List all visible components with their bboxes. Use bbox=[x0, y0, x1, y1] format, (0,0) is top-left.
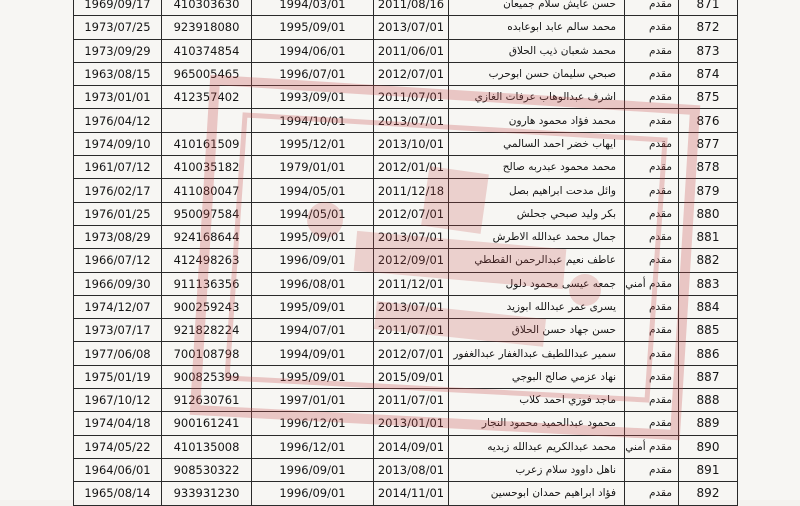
rank-cell: مقدم bbox=[625, 295, 679, 318]
join-date-cell: 1997/01/01 bbox=[252, 389, 374, 412]
join-date-cell: 1994/07/01 bbox=[252, 319, 374, 342]
join-date-cell: 1996/12/01 bbox=[252, 412, 374, 435]
promotion-date-cell: 2012/07/01 bbox=[374, 342, 449, 365]
promotion-date-cell: 2014/09/01 bbox=[374, 435, 449, 458]
row-number-cell: 883 bbox=[679, 272, 738, 295]
join-date-cell: 1996/09/01 bbox=[252, 249, 374, 272]
table-row bbox=[74, 412, 738, 435]
national-id-cell: 900259243 bbox=[162, 295, 252, 318]
row-number-cell: 890 bbox=[679, 435, 738, 458]
rank-cell: مقدم bbox=[625, 179, 679, 202]
national-id-cell: 412357402 bbox=[162, 86, 252, 109]
join-date-cell: 1995/09/01 bbox=[252, 295, 374, 318]
national-id-cell: 411080047 bbox=[162, 179, 252, 202]
name-cell: يسرى عمر عبدالله ابوزيد bbox=[449, 295, 625, 318]
join-date-cell: 1996/09/01 bbox=[252, 458, 374, 481]
row-number-cell: 888 bbox=[679, 389, 738, 412]
national-id-cell: 950097584 bbox=[162, 202, 252, 225]
join-date-cell: 1979/01/01 bbox=[252, 156, 374, 179]
row-number-cell: 882 bbox=[679, 249, 738, 272]
table-row bbox=[74, 16, 738, 39]
table-row bbox=[74, 132, 738, 155]
table-row bbox=[74, 458, 738, 481]
join-date-cell: 1995/09/01 bbox=[252, 16, 374, 39]
join-date-cell: 1996/08/01 bbox=[252, 272, 374, 295]
table-row bbox=[74, 39, 738, 62]
row-number-cell: 880 bbox=[679, 202, 738, 225]
join-date-cell: 1995/12/01 bbox=[252, 132, 374, 155]
promotion-date-cell: 2013/10/01 bbox=[374, 132, 449, 155]
birth-date-cell: 1975/01/19 bbox=[74, 365, 162, 388]
name-cell: محمد فؤاد محمود هارون bbox=[449, 109, 625, 132]
rank-cell: مقدم bbox=[625, 0, 679, 16]
birth-date-cell: 1964/06/01 bbox=[74, 458, 162, 481]
table-row bbox=[74, 342, 738, 365]
birth-date-cell: 1961/07/12 bbox=[74, 156, 162, 179]
table-row bbox=[74, 365, 738, 388]
national-id-cell: 900825399 bbox=[162, 365, 252, 388]
table-row bbox=[74, 319, 738, 342]
row-number-cell: 891 bbox=[679, 458, 738, 481]
table-row bbox=[74, 179, 738, 202]
rank-cell: مقدم bbox=[625, 132, 679, 155]
rank-cell: مقدم أمني bbox=[625, 272, 679, 295]
birth-date-cell: 1976/01/25 bbox=[74, 202, 162, 225]
table-body bbox=[74, 0, 738, 505]
join-date-cell: 1994/09/01 bbox=[252, 342, 374, 365]
join-date-cell: 1996/12/01 bbox=[252, 435, 374, 458]
rank-cell: مقدم bbox=[625, 342, 679, 365]
table-row bbox=[74, 272, 738, 295]
name-cell: بكر وليد صبحي جحلش bbox=[449, 202, 625, 225]
rank-cell: مقدم bbox=[625, 86, 679, 109]
national-id-cell: 923918080 bbox=[162, 16, 252, 39]
name-cell: جمعه عيسى محمود دلول bbox=[449, 272, 625, 295]
join-date-cell: 1994/05/01 bbox=[252, 179, 374, 202]
row-number-cell: 873 bbox=[679, 39, 738, 62]
row-number-cell: 881 bbox=[679, 225, 738, 248]
join-date-cell: 1995/09/01 bbox=[252, 225, 374, 248]
national-id-cell: 965005465 bbox=[162, 62, 252, 85]
name-cell: ماجد فوزي احمد كلاب bbox=[449, 389, 625, 412]
promotion-date-cell: 2012/07/01 bbox=[374, 62, 449, 85]
birth-date-cell: 1974/09/10 bbox=[74, 132, 162, 155]
join-date-cell: 1994/03/01 bbox=[252, 0, 374, 16]
promotion-date-cell: 2013/08/01 bbox=[374, 458, 449, 481]
birth-date-cell: 1973/01/01 bbox=[74, 86, 162, 109]
row-number-cell: 876 bbox=[679, 109, 738, 132]
rank-cell: مقدم bbox=[625, 39, 679, 62]
birth-date-cell: 1977/06/08 bbox=[74, 342, 162, 365]
birth-date-cell: 1974/12/07 bbox=[74, 295, 162, 318]
rank-cell: مقدم bbox=[625, 225, 679, 248]
row-number-cell: 878 bbox=[679, 156, 738, 179]
name-cell: محمد شعبان ذيب الحلاق bbox=[449, 39, 625, 62]
row-number-cell: 877 bbox=[679, 132, 738, 155]
promotion-date-cell: 2013/01/01 bbox=[374, 412, 449, 435]
rank-cell: مقدم bbox=[625, 16, 679, 39]
name-cell: جمال محمد عبدالله الاطرش bbox=[449, 225, 625, 248]
national-id-cell: 410135008 bbox=[162, 435, 252, 458]
personnel-table bbox=[73, 0, 738, 506]
birth-date-cell: 1966/07/12 bbox=[74, 249, 162, 272]
row-number-cell: 889 bbox=[679, 412, 738, 435]
table-row bbox=[74, 0, 738, 16]
birth-date-cell: 1967/10/12 bbox=[74, 389, 162, 412]
national-id-cell bbox=[162, 109, 252, 132]
birth-date-cell: 1974/04/18 bbox=[74, 412, 162, 435]
name-cell: محمد سالم عابد ابوعابده bbox=[449, 16, 625, 39]
rank-cell: مقدم bbox=[625, 389, 679, 412]
row-number-cell: 884 bbox=[679, 295, 738, 318]
rank-cell: مقدم bbox=[625, 458, 679, 481]
rank-cell: مقدم bbox=[625, 412, 679, 435]
join-date-cell: 1994/05/01 bbox=[252, 202, 374, 225]
birth-date-cell: 1974/05/22 bbox=[74, 435, 162, 458]
promotion-date-cell: 2013/07/01 bbox=[374, 109, 449, 132]
row-number-cell: 892 bbox=[679, 482, 738, 505]
promotion-date-cell: 2011/08/16 bbox=[374, 0, 449, 16]
name-cell: حسن عايش سلام جميعان bbox=[449, 0, 625, 16]
table-row bbox=[74, 86, 738, 109]
promotion-date-cell: 2011/07/01 bbox=[374, 319, 449, 342]
birth-date-cell: 1969/09/17 bbox=[74, 0, 162, 16]
join-date-cell: 1995/09/01 bbox=[252, 365, 374, 388]
national-id-cell: 410035182 bbox=[162, 156, 252, 179]
rank-cell: مقدم bbox=[625, 62, 679, 85]
birth-date-cell: 1966/09/30 bbox=[74, 272, 162, 295]
table-row bbox=[74, 202, 738, 225]
table-row bbox=[74, 482, 738, 505]
name-cell: صبحي سليمان حسن ابوحرب bbox=[449, 62, 625, 85]
national-id-cell: 410303630 bbox=[162, 0, 252, 16]
name-cell: حسن جهاد حسن الحلاق bbox=[449, 319, 625, 342]
row-number-cell: 879 bbox=[679, 179, 738, 202]
join-date-cell: 1994/06/01 bbox=[252, 39, 374, 62]
rank-cell: مقدم bbox=[625, 319, 679, 342]
promotion-date-cell: 2014/11/01 bbox=[374, 482, 449, 505]
national-id-cell: 912630761 bbox=[162, 389, 252, 412]
row-number-cell: 887 bbox=[679, 365, 738, 388]
row-number-cell: 871 bbox=[679, 0, 738, 16]
national-id-cell: 410161509 bbox=[162, 132, 252, 155]
row-number-cell: 875 bbox=[679, 86, 738, 109]
promotion-date-cell: 2013/07/01 bbox=[374, 225, 449, 248]
join-date-cell: 1993/09/01 bbox=[252, 86, 374, 109]
table-row bbox=[74, 109, 738, 132]
national-id-cell: 412498263 bbox=[162, 249, 252, 272]
national-id-cell: 900161241 bbox=[162, 412, 252, 435]
name-cell: فؤاد ابراهيم حمدان ابوحسين bbox=[449, 482, 625, 505]
promotion-date-cell: 2011/07/01 bbox=[374, 389, 449, 412]
national-id-cell: 933931230 bbox=[162, 482, 252, 505]
join-date-cell: 1996/09/01 bbox=[252, 482, 374, 505]
birth-date-cell: 1973/09/29 bbox=[74, 39, 162, 62]
name-cell: ايهاب خضر احمد السالمي bbox=[449, 132, 625, 155]
table-row bbox=[74, 156, 738, 179]
promotion-date-cell: 2011/06/01 bbox=[374, 39, 449, 62]
promotion-date-cell: 2011/12/01 bbox=[374, 272, 449, 295]
birth-date-cell: 1973/07/17 bbox=[74, 319, 162, 342]
row-number-cell: 872 bbox=[679, 16, 738, 39]
row-number-cell: 885 bbox=[679, 319, 738, 342]
row-number-cell: 874 bbox=[679, 62, 738, 85]
national-id-cell: 924168644 bbox=[162, 225, 252, 248]
rank-cell: مقدم أمني bbox=[625, 435, 679, 458]
name-cell: محمود عبدالحميد محمود النجار bbox=[449, 412, 625, 435]
rank-cell: مقدم bbox=[625, 109, 679, 132]
national-id-cell: 908530322 bbox=[162, 458, 252, 481]
name-cell: ناهل داوود سلام زعرب bbox=[449, 458, 625, 481]
birth-date-cell: 1973/07/25 bbox=[74, 16, 162, 39]
national-id-cell: 700108798 bbox=[162, 342, 252, 365]
rank-cell: مقدم bbox=[625, 365, 679, 388]
name-cell: اشرف عبدالوهاب عرفات الغازي bbox=[449, 86, 625, 109]
name-cell: عاطف نعيم عبدالرحمن القططي bbox=[449, 249, 625, 272]
birth-date-cell: 1973/08/29 bbox=[74, 225, 162, 248]
promotion-date-cell: 2012/07/01 bbox=[374, 202, 449, 225]
birth-date-cell: 1963/08/15 bbox=[74, 62, 162, 85]
national-id-cell: 921828224 bbox=[162, 319, 252, 342]
promotion-date-cell: 2011/07/01 bbox=[374, 86, 449, 109]
name-cell: محمد محمود عبدربه صالح bbox=[449, 156, 625, 179]
rank-cell: مقدم bbox=[625, 249, 679, 272]
name-cell: نهاد عزمي صالح البوجي bbox=[449, 365, 625, 388]
table-row bbox=[74, 389, 738, 412]
table-row bbox=[74, 435, 738, 458]
national-id-cell: 410374854 bbox=[162, 39, 252, 62]
promotion-date-cell: 2012/01/01 bbox=[374, 156, 449, 179]
promotion-date-cell: 2013/07/01 bbox=[374, 295, 449, 318]
name-cell: سمير عبداللطيف عبدالغفار عبدالغفور bbox=[449, 342, 625, 365]
national-id-cell: 911136356 bbox=[162, 272, 252, 295]
table-row bbox=[74, 295, 738, 318]
promotion-date-cell: 2015/09/01 bbox=[374, 365, 449, 388]
rank-cell: مقدم bbox=[625, 482, 679, 505]
promotion-date-cell: 2012/09/01 bbox=[374, 249, 449, 272]
rank-cell: مقدم bbox=[625, 156, 679, 179]
table-row bbox=[74, 62, 738, 85]
birth-date-cell: 1965/08/14 bbox=[74, 482, 162, 505]
promotion-date-cell: 2013/07/01 bbox=[374, 16, 449, 39]
table-row bbox=[74, 249, 738, 272]
birth-date-cell: 1976/02/17 bbox=[74, 179, 162, 202]
join-date-cell: 1994/10/01 bbox=[252, 109, 374, 132]
join-date-cell: 1996/07/01 bbox=[252, 62, 374, 85]
name-cell: وائل مدحت ابراهيم بصل bbox=[449, 179, 625, 202]
rank-cell: مقدم bbox=[625, 202, 679, 225]
promotion-date-cell: 2011/12/18 bbox=[374, 179, 449, 202]
table-row bbox=[74, 225, 738, 248]
birth-date-cell: 1976/04/12 bbox=[74, 109, 162, 132]
name-cell: محمد عبدالكريم عبدالله زبديه bbox=[449, 435, 625, 458]
row-number-cell: 886 bbox=[679, 342, 738, 365]
